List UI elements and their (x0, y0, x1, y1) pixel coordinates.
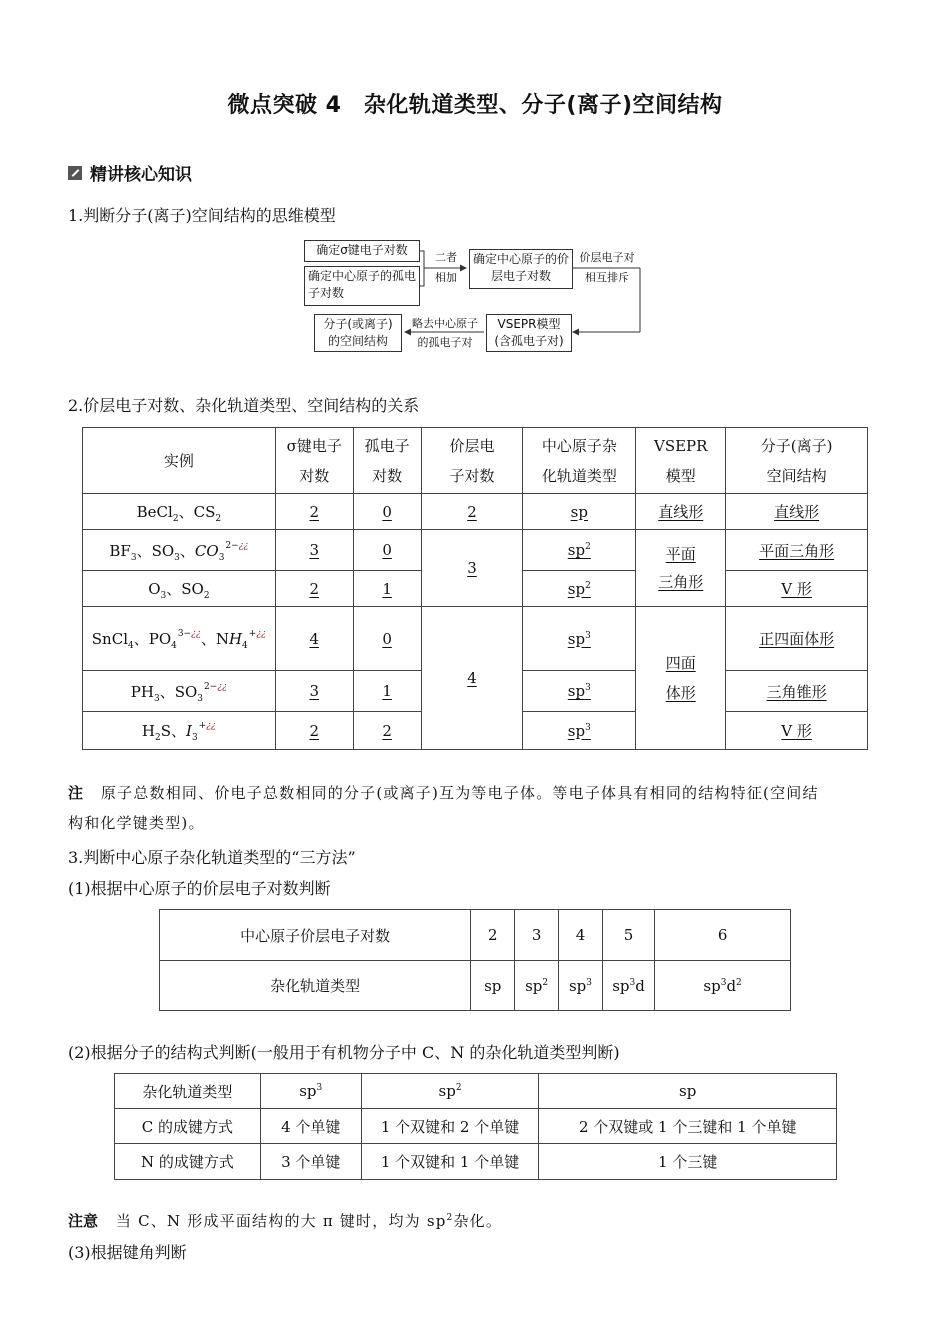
shape-cell: V 形 (726, 712, 868, 750)
note-text: 原子总数相同、价电子总数相同的分子(或离子)互为等电子体。等电子体具有相同的结构特征(空间结 (100, 784, 819, 802)
hybrid-cell: $sp^3$ (523, 607, 636, 671)
c-label: C 的成键方式 (115, 1109, 261, 1144)
vsepr-cell: 直线形 (636, 494, 726, 530)
example-cell: $PH_3$、$SO_3^{2-¿¿}$ (83, 671, 276, 712)
count-cell: 5 (602, 910, 654, 961)
hybrid-cell: $sp^3$ (523, 712, 636, 750)
label-combine-2: 相加 (435, 271, 457, 284)
table-row (115, 1074, 837, 1109)
thinking-model-diagram (300, 236, 650, 358)
table-row (83, 494, 868, 530)
sigma-cell: 2 (275, 494, 353, 530)
row-label: 杂化轨道类型 (160, 961, 471, 1011)
shape-cell: 三角锥形 (726, 671, 868, 712)
lone-cell: 1 (353, 671, 421, 712)
note2-tail: 杂化。 (453, 1212, 503, 1230)
shape-cell: 平面三角形 (726, 530, 868, 571)
header-example: 实例 (83, 428, 276, 494)
pair-count-table (159, 909, 791, 1011)
sigma-cell: 3 (275, 530, 353, 571)
example-cell: $H_2S$、$I_3^{+¿¿}$ (83, 712, 276, 750)
vsepr-cell: 平面 三角形 (636, 530, 726, 607)
valence-cell: 2 (421, 494, 523, 530)
header-shape: 分子(离子) 空间结构 (726, 428, 868, 494)
label-arrange-2: 相互排斥 (585, 271, 629, 284)
count-cell: 4 (559, 910, 603, 961)
type-cell: $sp^2$ (515, 961, 559, 1011)
box-shape (314, 314, 402, 352)
method-3-heading: (3)根据键角判断 (68, 1243, 187, 1262)
header-vsepr: VSEPR 模型 (636, 428, 726, 494)
row-label: 中心原子价层电子对数 (160, 910, 471, 961)
relation-table (82, 427, 868, 750)
section-header (68, 160, 192, 185)
vsepr-cell: 四面 体形 (636, 607, 726, 750)
s1-heading: 1.判断分子(离子)空间结构的思维模型 (68, 206, 336, 225)
count-cell: 6 (655, 910, 791, 961)
header-sp3: $sp^3$ (260, 1074, 361, 1109)
method-1-heading: (1)根据中心原子的价层电子对数判断 (68, 879, 331, 898)
n-label: N 的成键方式 (115, 1144, 261, 1180)
box-vsepr-line1: VSEPR模型 (497, 317, 561, 331)
header-valence: 价层电 子对数 (421, 428, 523, 494)
shape-cell: 正四面体形 (726, 607, 868, 671)
box-lone: 确定中心原子的孤电子对数 (304, 266, 420, 306)
table-row (83, 607, 868, 671)
table-row (115, 1109, 837, 1144)
note-text-2: 构和化学键类型)。 (68, 814, 205, 832)
box-vsepr (486, 314, 572, 352)
box-shape-line1: 分子(或离子) (323, 317, 393, 331)
shape-cell: 直线形 (726, 494, 868, 530)
pencil-icon (68, 166, 82, 180)
box-vsepr-line2: (含孤电子对) (494, 334, 564, 348)
table-row (115, 1144, 837, 1180)
label-arrange-1: 价层电子对 (579, 251, 635, 264)
header-sigma: σ键电子 对数 (275, 428, 353, 494)
relation-table-header (83, 428, 868, 494)
note-pi-bond (68, 1206, 502, 1236)
note2-text: 当 C、N 形成平面结构的大 π 键时，均为 sp (115, 1212, 447, 1230)
note-isoelectronic (68, 778, 884, 838)
section-header-text: 精讲核心知识 (90, 165, 192, 185)
valence-cell: 3 (421, 530, 523, 607)
sigma-cell: 2 (275, 571, 353, 607)
label-omit-2: 的孤电子对 (417, 336, 473, 349)
type-cell: $sp^3d$ (602, 961, 654, 1011)
count-cell: 3 (515, 910, 559, 961)
table-row (160, 910, 791, 961)
header-hybrid-type: 杂化轨道类型 (115, 1074, 261, 1109)
box-sigma: 确定σ键电子对数 (304, 240, 420, 262)
hybrid-cell: sp (523, 494, 636, 530)
s2-heading: 2.价层电子对数、杂化轨道类型、空间结构的关系 (68, 396, 420, 415)
table-row (160, 961, 791, 1011)
header-lone: 孤电子 对数 (353, 428, 421, 494)
note-label: 注 (68, 784, 84, 802)
sigma-cell: 3 (275, 671, 353, 712)
note2-sup: 2 (446, 1213, 454, 1223)
hybrid-cell: $sp^2$ (523, 571, 636, 607)
hybrid-cell: $sp^3$ (523, 671, 636, 712)
sigma-cell: 4 (275, 607, 353, 671)
c-sp3: 4 个单键 (260, 1109, 361, 1144)
box-valence: 确定中心原子的价层电子对数 (469, 249, 573, 289)
n-sp2: 1 个双键和 1 个单键 (361, 1144, 539, 1180)
example-cell: $BF_3$、$SO_3$、$CO_3^{2-¿¿}$ (83, 530, 276, 571)
label-combine-1: 二者 (435, 251, 457, 264)
count-cell: 2 (471, 910, 515, 961)
s3-heading: 3.判断中心原子杂化轨道类型的“三方法” (68, 848, 356, 867)
header-sp2: $sp^2$ (361, 1074, 539, 1109)
lone-cell: 2 (353, 712, 421, 750)
example-cell: $O_3$、$SO_2$ (83, 571, 276, 607)
n-sp: 1 个三键 (539, 1144, 837, 1180)
type-cell: $sp^3d^2$ (655, 961, 791, 1011)
example-cell: BeCl$_2$、$CS_2$ (83, 494, 276, 530)
header-hybrid: 中心原子杂 化轨道类型 (523, 428, 636, 494)
c-sp: 2 个双键或 1 个三键和 1 个单键 (539, 1109, 837, 1144)
bonding-table (114, 1073, 837, 1180)
lone-cell: 0 (353, 530, 421, 571)
sigma-cell: 2 (275, 712, 353, 750)
method-2-heading: (2)根据分子的结构式判断(一般用于有机物分子中 C、N 的杂化轨道类型判断) (68, 1043, 620, 1062)
type-cell: $sp^3$ (559, 961, 603, 1011)
note2-label: 注意 (68, 1212, 99, 1230)
valence-cell: 4 (421, 607, 523, 750)
lone-cell: 0 (353, 494, 421, 530)
hybrid-cell: $sp^2$ (523, 530, 636, 571)
type-cell: sp (471, 961, 515, 1011)
lone-cell: 0 (353, 607, 421, 671)
label-omit-1: 略去中心原子 (412, 317, 478, 330)
header-sp: sp (539, 1074, 837, 1109)
page-title: 微点突破 4 杂化轨道类型、分子(离子)空间结构 (227, 93, 723, 118)
c-sp2: 1 个双键和 2 个单键 (361, 1109, 539, 1144)
lone-cell: 1 (353, 571, 421, 607)
shape-cell: V 形 (726, 571, 868, 607)
table-row (83, 530, 868, 571)
n-sp3: 3 个单键 (260, 1144, 361, 1180)
example-cell: SnCl$_4$、$PO_4^{3-¿¿}$、$NH_4^{+¿¿}$ (83, 607, 276, 671)
box-shape-line2: 的空间结构 (327, 334, 388, 348)
